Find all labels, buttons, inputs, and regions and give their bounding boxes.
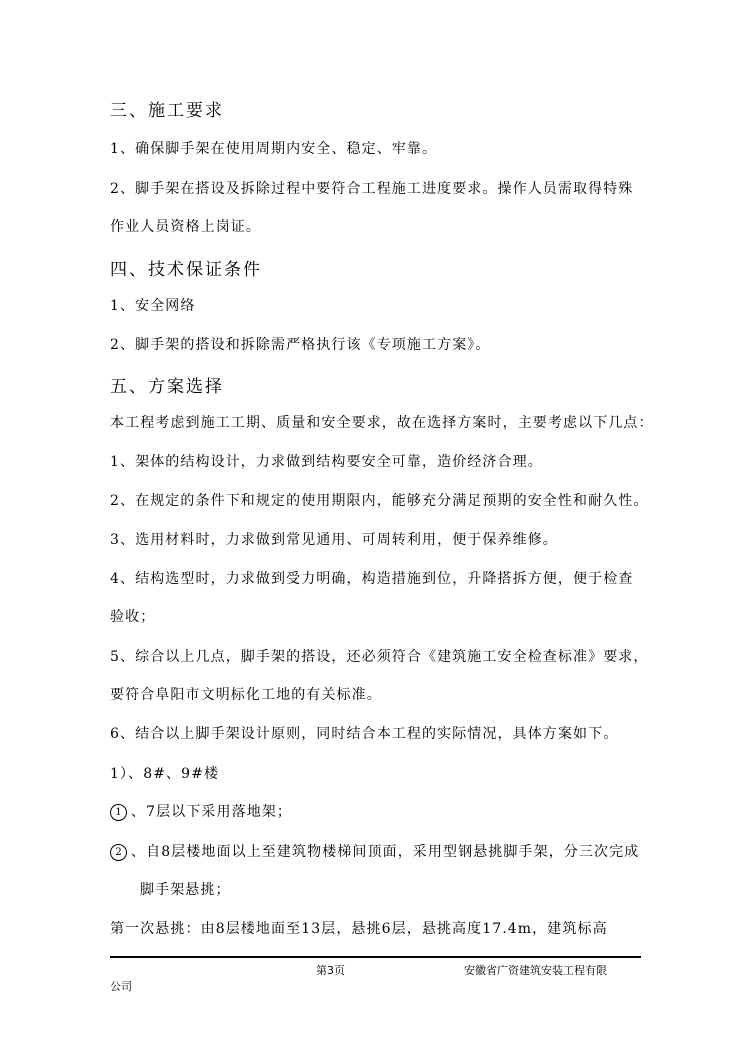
paragraph: 2、脚手架在搭设及拆除过程中要符合工程施工进度要求。操作人员需取得特殊: [110, 181, 634, 197]
page-number: 第3页: [316, 964, 345, 977]
paragraph: 作业人员资格上岗证。: [110, 219, 261, 235]
footer-rule: [110, 956, 641, 958]
company-name: 安徽省广资建筑安装工程有限: [464, 964, 607, 977]
paragraph: 5、综合以上几点，脚手架的搭设，还必须符合《建筑施工安全检查标准》要求，: [110, 649, 649, 665]
paragraph: 6、结合以上脚手架设计原则，同时结合本工程的实际情况，具体方案如下。: [110, 726, 619, 742]
paragraph: 第一次悬挑：由8层楼地面至13层，悬挑6层，悬挑高度17.4m，建筑标高: [110, 921, 608, 937]
paragraph: 1、安全网络: [110, 298, 196, 314]
heading-construction-requirements: 三、施工要求: [110, 101, 224, 121]
paragraph: [110, 801, 292, 821]
paragraph: 验收；: [110, 609, 156, 625]
company-name-continued: 公司: [110, 980, 132, 993]
item-text: 、7层以下采用落地架；: [131, 804, 293, 820]
paragraph: 1）、8#、9#楼: [110, 766, 220, 782]
paragraph: 1、确保脚手架在使用周期内安全、稳定、牢靠。: [110, 141, 438, 157]
paragraph: 要符合阜阳市文明标化工地的有关标准。: [110, 687, 382, 703]
paragraph: [110, 841, 639, 861]
paragraph: 2、在规定的条件下和规定的使用期限内，能够充分满足预期的安全性和耐久性。: [110, 493, 649, 509]
paragraph: 2、脚手架的搭设和拆除需严格执行该《专项施工方案》。: [110, 337, 491, 353]
circled-number-2: 2: [110, 844, 127, 861]
circled-number-1: 1: [110, 804, 127, 821]
paragraph: 4、结构选型时，力求做到受力明确，构造措施到位，升降搭拆方便，便于检查: [110, 571, 634, 587]
paragraph: 本工程考虑到施工工期、质量和安全要求，故在选择方案时，主要考虑以下几点：: [110, 415, 654, 431]
item-text: 、自8层楼地面以上至建筑物楼梯间顶面，采用型钢悬挑脚手架，分三次完成: [131, 844, 640, 860]
heading-technical-guarantee: 四、技术保证条件: [110, 260, 262, 280]
heading-scheme-selection: 五、方案选择: [110, 377, 224, 397]
paragraph: 脚手架悬挑；: [140, 882, 231, 898]
paragraph: 1、架体的结构设计，力求做到结构要安全可靠，造价经济合理。: [110, 454, 543, 470]
paragraph: 3、选用材料时，力求做到常见通用、可周转利用，便于保养维修。: [110, 532, 558, 548]
